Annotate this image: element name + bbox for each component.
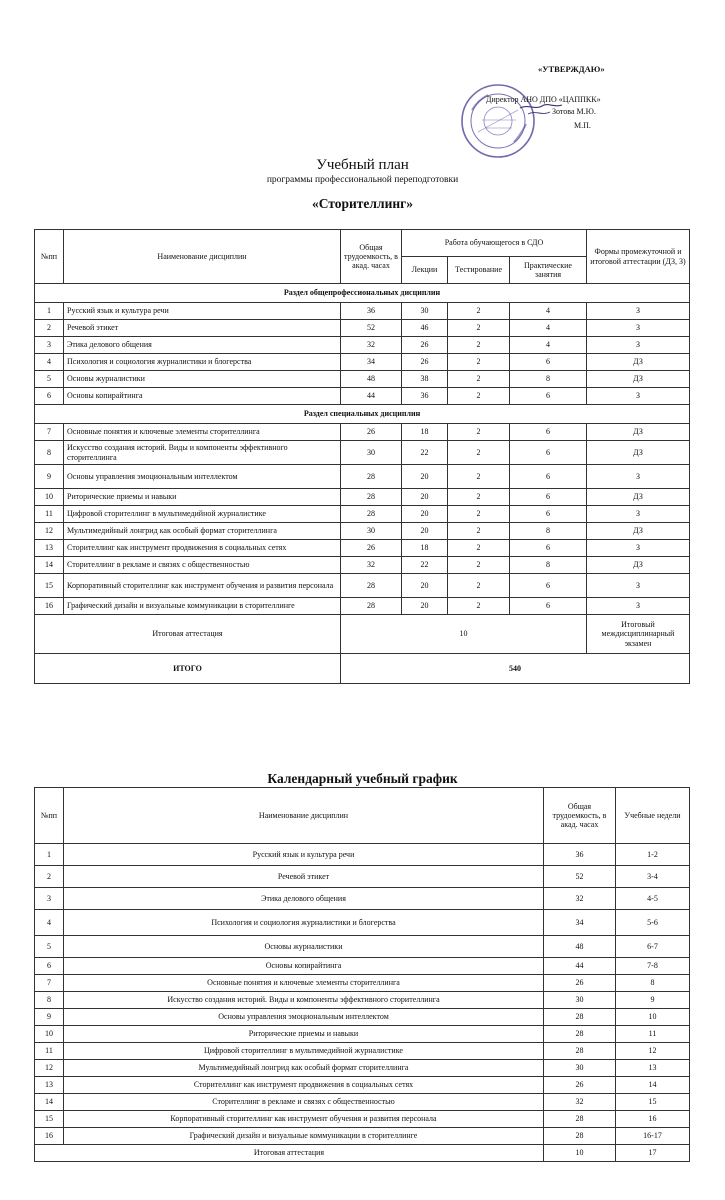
- row-number: 14: [35, 1094, 64, 1111]
- row-number: 7: [35, 975, 64, 992]
- practice-hours: 8: [510, 371, 587, 388]
- study-weeks: 1-2: [616, 844, 690, 866]
- discipline-name: Этика делового общения: [64, 337, 341, 354]
- study-weeks: 10: [616, 1009, 690, 1026]
- table-row: [35, 958, 690, 975]
- total-hours: 32: [544, 1094, 616, 1111]
- table-row: [35, 1128, 690, 1145]
- total-hours: 30: [544, 992, 616, 1009]
- discipline-name: Основы копирайтинга: [64, 958, 544, 975]
- assessment-form: ДЗ: [587, 371, 690, 388]
- study-weeks: 6-7: [616, 936, 690, 958]
- total-hours: 34: [341, 354, 402, 371]
- assessment-form: ДЗ: [587, 489, 690, 506]
- row-number: 5: [35, 371, 64, 388]
- table-row: [35, 1009, 690, 1026]
- testing-hours: 2: [448, 540, 510, 557]
- assessment-form: З: [587, 465, 690, 489]
- study-weeks: 11: [616, 1026, 690, 1043]
- assessment-form: ДЗ: [587, 441, 690, 465]
- lecture-hours: 36: [402, 388, 448, 405]
- table-row: [35, 557, 690, 574]
- row-number: 3: [35, 337, 64, 354]
- discipline-name: Основы управления эмоциональным интеллектом: [64, 465, 341, 489]
- table-row: [35, 888, 690, 910]
- table-row: [35, 337, 690, 354]
- row-number: 6: [35, 958, 64, 975]
- total-hours: 26: [544, 975, 616, 992]
- row-number: 15: [35, 574, 64, 598]
- row-number: 7: [35, 424, 64, 441]
- total-hours: 28: [544, 1009, 616, 1026]
- total-hours: 48: [544, 936, 616, 958]
- section-general: [35, 284, 690, 303]
- cal-header-discipline: Наименование дисциплин: [64, 788, 544, 844]
- table-row: [35, 523, 690, 540]
- lecture-hours: 22: [402, 557, 448, 574]
- total-hours: 28: [341, 574, 402, 598]
- total-hours: 28: [544, 1026, 616, 1043]
- table-row: [35, 1060, 690, 1077]
- table-row: [35, 424, 690, 441]
- discipline-name: Искусство создания историй. Виды и компоненты эффективного сторителлинга: [64, 441, 341, 465]
- testing-hours: 2: [448, 354, 510, 371]
- testing-hours: 2: [448, 424, 510, 441]
- assessment-form: ДЗ: [587, 424, 690, 441]
- total-hours: 28: [544, 1043, 616, 1060]
- study-weeks: 5-6: [616, 910, 690, 936]
- total-hours: 44: [341, 388, 402, 405]
- row-number: 6: [35, 388, 64, 405]
- discipline-name: Речевой этикет: [64, 866, 544, 888]
- table-row: [35, 371, 690, 388]
- total-hours: 32: [341, 337, 402, 354]
- assessment-form: З: [587, 337, 690, 354]
- discipline-name: Искусство создания историй. Виды и компоненты эффективного сторителлинга: [64, 992, 544, 1009]
- study-weeks: 7-8: [616, 958, 690, 975]
- table-row: [35, 992, 690, 1009]
- total-hours: 30: [544, 1060, 616, 1077]
- testing-hours: 2: [448, 506, 510, 523]
- testing-hours: 2: [448, 523, 510, 540]
- row-number: 8: [35, 992, 64, 1009]
- total-hours: 26: [341, 424, 402, 441]
- discipline-name: Корпоративный сторителлинг как инструмент обучения и развития персонала: [64, 1111, 544, 1128]
- table-row: [35, 303, 690, 320]
- row-number: 3: [35, 888, 64, 910]
- assessment-form: ДЗ: [587, 523, 690, 540]
- final-label: Итоговая аттестация: [35, 1145, 544, 1162]
- study-weeks: 16-17: [616, 1128, 690, 1145]
- practice-hours: 6: [510, 465, 587, 489]
- lecture-hours: 26: [402, 354, 448, 371]
- table-row: [35, 1026, 690, 1043]
- testing-hours: 2: [448, 337, 510, 354]
- lecture-hours: 26: [402, 337, 448, 354]
- approval-label: «УТВЕРЖДАЮ»: [538, 64, 605, 74]
- row-number: 8: [35, 441, 64, 465]
- seal-mark: М.П.: [574, 121, 591, 130]
- discipline-name: Основы журналистики: [64, 371, 341, 388]
- row-number: 12: [35, 1060, 64, 1077]
- calendar-title: Календарный учебный график: [267, 771, 458, 786]
- total-label: ИТОГО: [35, 654, 341, 684]
- assessment-form: З: [587, 574, 690, 598]
- discipline-name: Русский язык и культура речи: [64, 844, 544, 866]
- program-name: «Сторителлинг»: [311, 196, 414, 211]
- testing-hours: 2: [448, 388, 510, 405]
- assessment-form: З: [587, 388, 690, 405]
- testing-hours: 2: [448, 441, 510, 465]
- study-weeks: 12: [616, 1043, 690, 1060]
- table-header-row: [35, 230, 690, 257]
- discipline-name: Психология и социология журналистики и блогерства: [64, 354, 341, 371]
- study-weeks: 4-5: [616, 888, 690, 910]
- total-hours-value: 540: [341, 654, 690, 684]
- seal-stamp-icon: [458, 80, 570, 162]
- table-row: [35, 574, 690, 598]
- approval-stamp: [458, 80, 601, 162]
- row-number: 11: [35, 506, 64, 523]
- cal-header-weeks: Учебные недели: [616, 788, 690, 844]
- discipline-name: Риторические приемы и навыки: [64, 1026, 544, 1043]
- total-hours: 28: [544, 1128, 616, 1145]
- table-row: [35, 540, 690, 557]
- practice-hours: 6: [510, 388, 587, 405]
- discipline-name: Графический дизайн и визуальные коммуникации в сторителлинге: [64, 598, 341, 615]
- header-num: №пп: [35, 230, 64, 284]
- discipline-name: Основные понятия и ключевые элементы сторителлинга: [64, 975, 544, 992]
- lecture-hours: 20: [402, 598, 448, 615]
- row-number: 4: [35, 910, 64, 936]
- practice-hours: 4: [510, 303, 587, 320]
- header-total: Общая трудоемкость, в акад. часах: [341, 230, 402, 284]
- row-number: 11: [35, 1043, 64, 1060]
- testing-hours: 2: [448, 371, 510, 388]
- row-number: 9: [35, 1009, 64, 1026]
- discipline-name: Мультимедийный лонгрид как особый формат сторителлинга: [64, 523, 341, 540]
- total-hours: 36: [341, 303, 402, 320]
- practice-hours: 4: [510, 320, 587, 337]
- assessment-form: З: [587, 506, 690, 523]
- row-number: 2: [35, 320, 64, 337]
- practice-hours: 6: [510, 540, 587, 557]
- discipline-name: Основы журналистики: [64, 936, 544, 958]
- total-hours: 32: [544, 888, 616, 910]
- total-hours: 32: [341, 557, 402, 574]
- row-number: 5: [35, 936, 64, 958]
- cal-header-num: №пп: [35, 788, 64, 844]
- row-number: 2: [35, 866, 64, 888]
- lecture-hours: 18: [402, 424, 448, 441]
- table-row: [35, 1077, 690, 1094]
- section-special: [35, 405, 690, 424]
- study-weeks: 15: [616, 1094, 690, 1111]
- lecture-hours: 20: [402, 489, 448, 506]
- discipline-name: Графический дизайн и визуальные коммуникации в сторителлинге: [64, 1128, 544, 1145]
- study-weeks: 8: [616, 975, 690, 992]
- testing-hours: 2: [448, 303, 510, 320]
- table-row: [35, 506, 690, 523]
- practice-hours: 6: [510, 354, 587, 371]
- table-row: [35, 1094, 690, 1111]
- discipline-name: Речевой этикет: [64, 320, 341, 337]
- row-number: 10: [35, 489, 64, 506]
- row-number: 16: [35, 1128, 64, 1145]
- discipline-name: Основные понятия и ключевые элементы сторителлинга: [64, 424, 341, 441]
- practice-hours: 8: [510, 557, 587, 574]
- final-weeks: 17: [616, 1145, 690, 1162]
- table-row: [35, 975, 690, 992]
- final-attestation-row: [35, 1145, 690, 1162]
- study-weeks: 14: [616, 1077, 690, 1094]
- total-hours: 28: [341, 506, 402, 523]
- final-form: Итоговый междисциплинарный экзамен: [587, 615, 690, 654]
- study-weeks: 16: [616, 1111, 690, 1128]
- total-hours: 26: [544, 1077, 616, 1094]
- section-title: Раздел общепрофессиональных дисциплин: [35, 284, 690, 303]
- testing-hours: 2: [448, 489, 510, 506]
- testing-hours: 2: [448, 598, 510, 615]
- total-hours: 52: [544, 866, 616, 888]
- table-row: [35, 910, 690, 936]
- practice-hours: 6: [510, 574, 587, 598]
- plan-title: Учебный план: [316, 157, 409, 173]
- plan-subtitle: программы профессиональной переподготовки: [266, 175, 459, 185]
- testing-hours: 2: [448, 465, 510, 489]
- discipline-name: Русский язык и культура речи: [64, 303, 341, 320]
- lecture-hours: 20: [402, 523, 448, 540]
- study-weeks: 13: [616, 1060, 690, 1077]
- discipline-name: Основы копирайтинга: [64, 388, 341, 405]
- practice-hours: 4: [510, 337, 587, 354]
- total-hours: 28: [341, 465, 402, 489]
- study-weeks: 3-4: [616, 866, 690, 888]
- assessment-form: ДЗ: [587, 354, 690, 371]
- total-hours: 28: [341, 598, 402, 615]
- row-number: 16: [35, 598, 64, 615]
- final-attestation-row: [35, 615, 690, 654]
- header-work: Работа обучающегося в СДО: [402, 230, 587, 257]
- table-row: [35, 465, 690, 489]
- study-weeks: 9: [616, 992, 690, 1009]
- lecture-hours: 20: [402, 574, 448, 598]
- testing-hours: 2: [448, 574, 510, 598]
- lecture-hours: 46: [402, 320, 448, 337]
- lecture-hours: 20: [402, 465, 448, 489]
- total-hours: 28: [544, 1111, 616, 1128]
- header-practice: Практические занятия: [510, 257, 587, 284]
- section-title: Раздел специальных дисциплин: [35, 405, 690, 424]
- table-row: [35, 441, 690, 465]
- row-number: 4: [35, 354, 64, 371]
- curriculum-table: [34, 229, 690, 684]
- final-hours: 10: [341, 615, 587, 654]
- assessment-form: З: [587, 598, 690, 615]
- row-number: 14: [35, 557, 64, 574]
- discipline-name: Цифровой сторителлинг в мультимедийной журналистике: [64, 506, 341, 523]
- director-title: Директор АНО ДПО «ЦАППКК»: [486, 95, 601, 104]
- discipline-name: Сторителлинг как инструмент продвижения в социальных сетях: [64, 540, 341, 557]
- discipline-name: Основы управления эмоциональным интеллектом: [64, 1009, 544, 1026]
- total-hours: 34: [544, 910, 616, 936]
- total-hours: 30: [341, 523, 402, 540]
- total-hours: 36: [544, 844, 616, 866]
- director-name: Зотова М.Ю.: [552, 107, 596, 116]
- lecture-hours: 18: [402, 540, 448, 557]
- table-row: [35, 866, 690, 888]
- practice-hours: 6: [510, 424, 587, 441]
- discipline-name: Мультимедийный лонгрид как особый формат сторителлинга: [64, 1060, 544, 1077]
- assessment-form: З: [587, 320, 690, 337]
- lecture-hours: 38: [402, 371, 448, 388]
- lecture-hours: 20: [402, 506, 448, 523]
- row-number: 13: [35, 540, 64, 557]
- row-number: 15: [35, 1111, 64, 1128]
- header-forms: Формы промежуточной и итоговой аттестации (ДЗ, З): [587, 230, 690, 284]
- table-row: [35, 844, 690, 866]
- table-row: [35, 598, 690, 615]
- testing-hours: 2: [448, 557, 510, 574]
- assessment-form: ДЗ: [587, 557, 690, 574]
- table-row: [35, 354, 690, 371]
- table-row: [35, 1111, 690, 1128]
- practice-hours: 8: [510, 523, 587, 540]
- assessment-form: З: [587, 303, 690, 320]
- total-row: [35, 654, 690, 684]
- discipline-name: Сторителлинг в рекламе и связях с общественностью: [64, 1094, 544, 1111]
- practice-hours: 6: [510, 441, 587, 465]
- table-row: [35, 388, 690, 405]
- total-hours: 28: [341, 489, 402, 506]
- row-number: 1: [35, 303, 64, 320]
- row-number: 9: [35, 465, 64, 489]
- practice-hours: 6: [510, 489, 587, 506]
- discipline-name: Риторические приемы и навыки: [64, 489, 341, 506]
- row-number: 12: [35, 523, 64, 540]
- calendar-table: [34, 787, 690, 1162]
- discipline-name: Психология и социология журналистики и блогерства: [64, 910, 544, 936]
- row-number: 13: [35, 1077, 64, 1094]
- table-row: [35, 489, 690, 506]
- table-row: [35, 1043, 690, 1060]
- discipline-name: Сторителлинг в рекламе и связях с общественностью: [64, 557, 341, 574]
- table-row: [35, 936, 690, 958]
- final-label: Итоговая аттестация: [35, 615, 341, 654]
- lecture-hours: 30: [402, 303, 448, 320]
- practice-hours: 6: [510, 598, 587, 615]
- total-hours: 30: [341, 441, 402, 465]
- practice-hours: 6: [510, 506, 587, 523]
- total-hours: 48: [341, 371, 402, 388]
- discipline-name: Цифровой сторителлинг в мультимедийной журналистике: [64, 1043, 544, 1060]
- total-hours: 52: [341, 320, 402, 337]
- total-hours: 26: [341, 540, 402, 557]
- header-lectures: Лекции: [402, 257, 448, 284]
- header-testing: Тестирование: [448, 257, 510, 284]
- discipline-name: Сторителлинг как инструмент продвижения в социальных сетях: [64, 1077, 544, 1094]
- lecture-hours: 22: [402, 441, 448, 465]
- table-row: [35, 320, 690, 337]
- assessment-form: З: [587, 540, 690, 557]
- row-number: 10: [35, 1026, 64, 1043]
- header-discipline: Наименование дисциплин: [64, 230, 341, 284]
- final-hours: 10: [544, 1145, 616, 1162]
- row-number: 1: [35, 844, 64, 866]
- discipline-name: Корпоративный сторителлинг как инструмент обучения и развития персонала: [64, 574, 341, 598]
- testing-hours: 2: [448, 320, 510, 337]
- discipline-name: Этика делового общения: [64, 888, 544, 910]
- cal-header-total: Общая трудоемкость, в акад. часах: [544, 788, 616, 844]
- total-hours: 44: [544, 958, 616, 975]
- calendar-header-row: [35, 788, 690, 844]
